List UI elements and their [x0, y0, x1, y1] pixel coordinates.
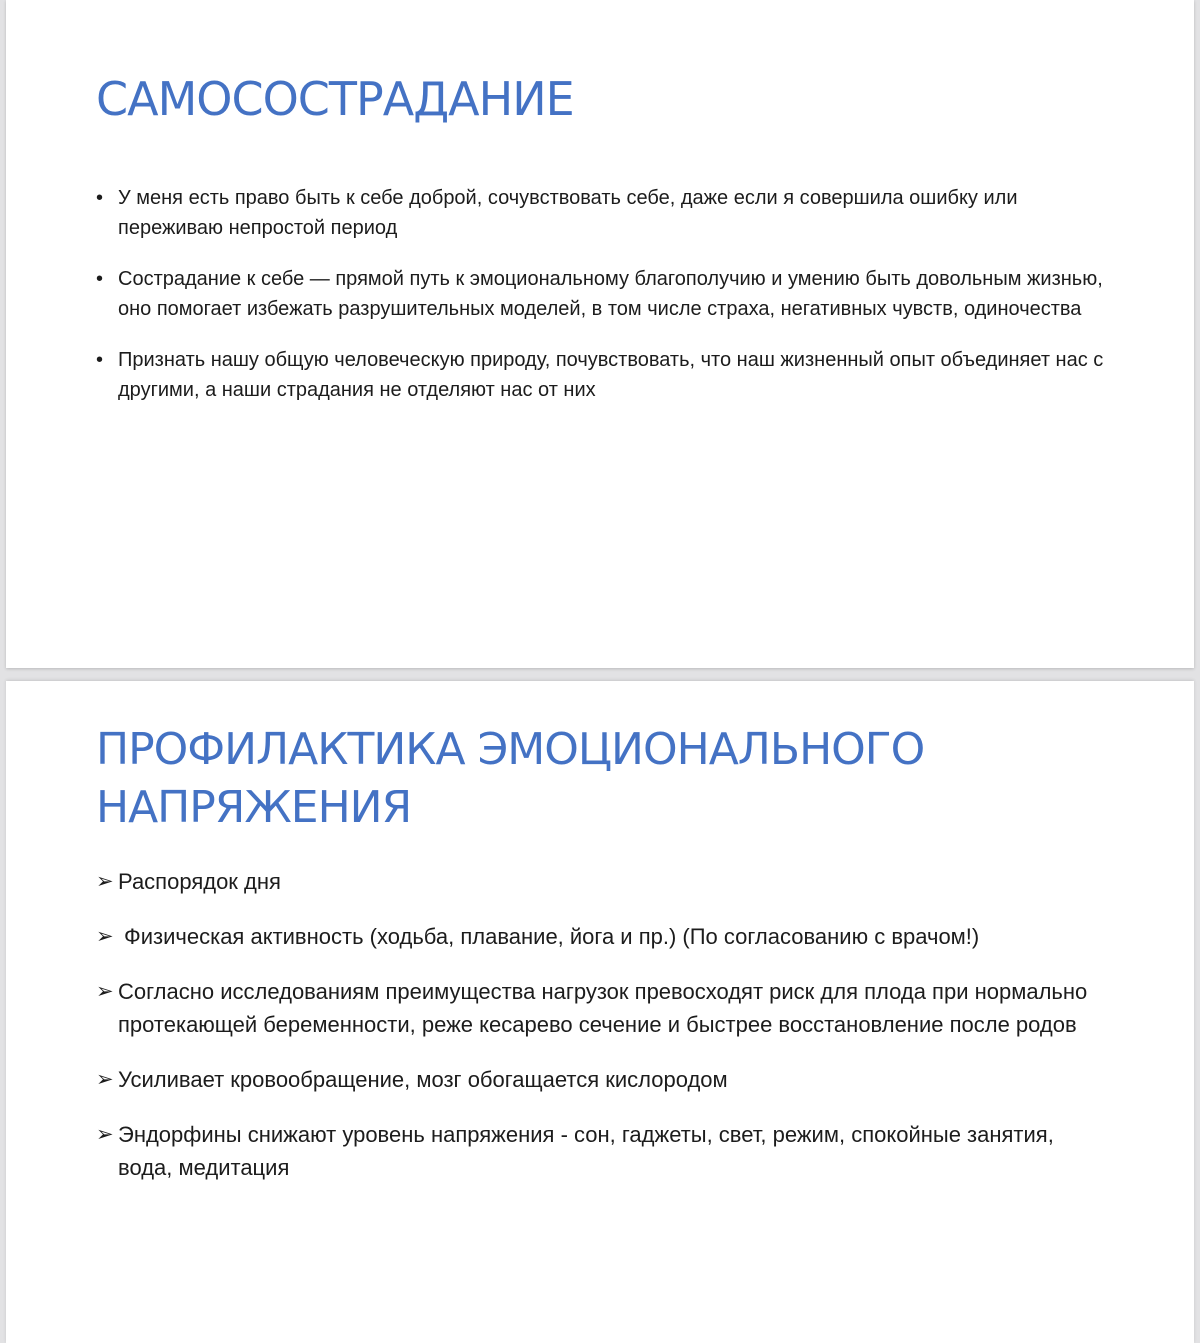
list-item-text: Согласно исследованиям преимущества нагрузок превосходят риск для плода при нормально протекающей беременности, реже кесарево сечение и быстрее восстановление после родов [118, 979, 1088, 1037]
list-item [96, 920, 1106, 953]
slide-emotional-tension-prevention [6, 681, 1194, 1343]
list-item [96, 1063, 1106, 1096]
arrow-bullet-list [96, 865, 1106, 1206]
bullet-list [96, 183, 1106, 426]
slide-title: ПРОФИЛАКТИКА ЭМОЦИОНАЛЬНОГО НАПРЯЖЕНИЯ [96, 724, 925, 833]
arrow-bullet-icon: ➢ [96, 980, 114, 1003]
list-item [96, 183, 1106, 243]
list-item-text: У меня есть право быть к себе доброй, сочувствовать себе, даже если я совершила ошибку или переживаю непростой период [118, 187, 1018, 239]
bullet-icon: • [96, 349, 104, 371]
list-item [96, 975, 1106, 1041]
list-item [96, 345, 1106, 405]
arrow-bullet-icon: ➢ [96, 1123, 114, 1146]
bullet-icon: • [96, 268, 104, 290]
slide-title: САМОСОСТРАДАНИЕ [96, 72, 574, 126]
list-item [96, 1118, 1106, 1184]
arrow-bullet-icon: ➢ [96, 1068, 114, 1091]
list-item-text: Усиливает кровообращение, мозг обогащается кислородом [118, 1067, 728, 1092]
arrow-bullet-icon: ➢ [96, 870, 114, 893]
bullet-icon: • [96, 187, 104, 209]
list-item-text: Распорядок дня [118, 869, 281, 894]
list-item-text: Физическая активность (ходьба, плавание, йога и пр.) (По согласованию с врачом!) [124, 924, 980, 949]
list-item-text: Сострадание к себе — прямой путь к эмоциональному благополучию и умению быть довольным жизнью, оно помогает избежать разрушительных моделей, в том числе страха, негативных чувств, одиночества [118, 268, 1103, 320]
list-item [96, 264, 1106, 324]
list-item-text: Признать нашу общую человеческую природу, почувствовать, что наш жизненный опыт объединяет нас с другими, а наши страдания не отделяют нас от них [118, 349, 1104, 401]
slide-self-compassion [6, 0, 1194, 668]
list-item-text: Эндорфины снижают уровень напряжения - сон, гаджеты, свет, режим, спокойные занятия, вода, медитация [118, 1122, 1054, 1180]
arrow-bullet-icon: ➢ [96, 925, 114, 948]
list-item [96, 865, 1106, 898]
